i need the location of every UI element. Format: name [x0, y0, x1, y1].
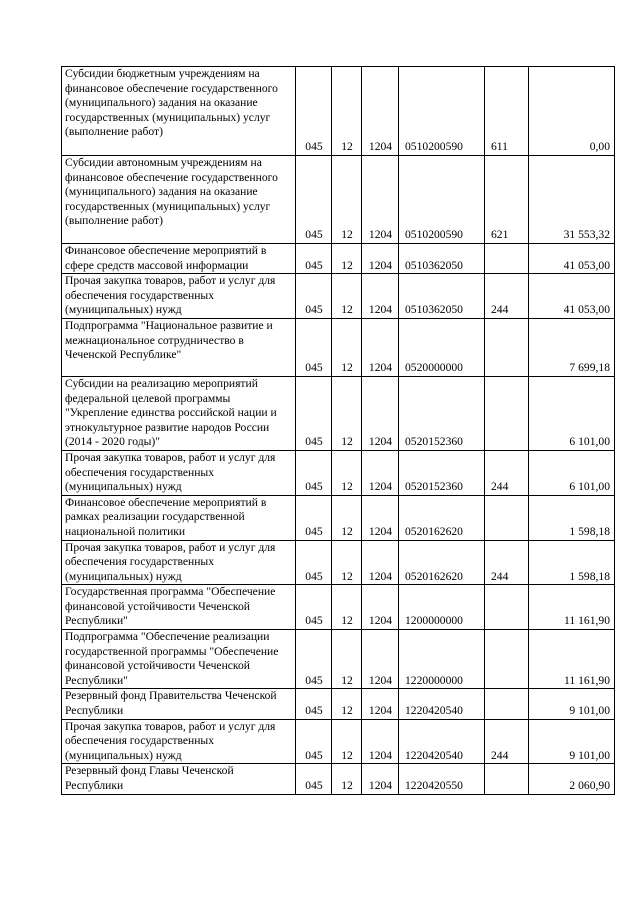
- cell-expense-type: [485, 244, 529, 274]
- cell-expense-type: [485, 376, 529, 450]
- cell-amount: 6 101,00: [529, 376, 615, 450]
- cell-ministry-code: 045: [296, 450, 332, 495]
- table-row: [62, 244, 615, 274]
- cell-section-code: 12: [332, 274, 362, 319]
- cell-target-article: 0520000000: [399, 318, 485, 376]
- cell-expense-type: 244: [485, 450, 529, 495]
- cell-target-article: 1220420540: [399, 689, 485, 719]
- cell-target-article: 0510200590: [399, 156, 485, 244]
- cell-target-article: 1220420550: [399, 764, 485, 794]
- cell-expense-type: 611: [485, 67, 529, 156]
- cell-target-article: 0520152360: [399, 376, 485, 450]
- cell-name: Прочая закупка товаров, работ и услуг для обеспечения государственных (муниципальных) нужд: [62, 719, 296, 764]
- cell-amount: 1 598,18: [529, 540, 615, 585]
- cell-section-code: 12: [332, 630, 362, 689]
- cell-amount: 1 598,18: [529, 495, 615, 540]
- table-row: [62, 540, 615, 585]
- cell-ministry-code: 045: [296, 318, 332, 376]
- cell-expense-type: [485, 585, 529, 630]
- cell-ministry-code: 045: [296, 764, 332, 794]
- cell-name: Государственная программа "Обеспечение финансовой устойчивости Чеченской Республики": [62, 585, 296, 630]
- table-row: [62, 376, 615, 450]
- table-row: [62, 67, 615, 156]
- cell-section-code: 12: [332, 764, 362, 794]
- cell-amount: 9 101,00: [529, 719, 615, 764]
- cell-expense-type: [485, 689, 529, 719]
- cell-target-article: 1200000000: [399, 585, 485, 630]
- cell-subsection-code: 1204: [362, 376, 399, 450]
- cell-target-article: 0520162620: [399, 540, 485, 585]
- cell-name: Финансовое обеспечение мероприятий в рамках реализации государственной национальной политики: [62, 495, 296, 540]
- cell-expense-type: 244: [485, 719, 529, 764]
- cell-section-code: 12: [332, 450, 362, 495]
- cell-name: Субсидии на реализацию мероприятий федеральной целевой программы "Укрепление единства российской нации и этнокультурное развитие народов России (2014 - 2020 годы)": [62, 376, 296, 450]
- table-row: [62, 719, 615, 764]
- cell-name: Субсидии бюджетным учреждениям на финансовое обеспечение государственного (муниципального) задания на оказание государственных (муниципальных) услуг (выполнение работ): [62, 67, 296, 156]
- cell-ministry-code: 045: [296, 495, 332, 540]
- cell-subsection-code: 1204: [362, 540, 399, 585]
- cell-section-code: 12: [332, 318, 362, 376]
- cell-subsection-code: 1204: [362, 630, 399, 689]
- cell-amount: 9 101,00: [529, 689, 615, 719]
- cell-name: Финансовое обеспечение мероприятий в сфере средств массовой информации: [62, 244, 296, 274]
- budget-table-body: [62, 67, 615, 795]
- cell-section-code: 12: [332, 376, 362, 450]
- table-row: [62, 156, 615, 244]
- cell-ministry-code: 045: [296, 156, 332, 244]
- table-row: [62, 689, 615, 719]
- table-row: [62, 318, 615, 376]
- cell-target-article: 0520152360: [399, 450, 485, 495]
- cell-section-code: 12: [332, 156, 362, 244]
- cell-section-code: 12: [332, 585, 362, 630]
- cell-name: Субсидии автономным учреждениям на финансовое обеспечение государственного (муниципального) задания на оказание государственных (муниципальных) услуг (выполнение работ): [62, 156, 296, 244]
- cell-ministry-code: 045: [296, 585, 332, 630]
- cell-amount: 7 699,18: [529, 318, 615, 376]
- cell-target-article: 0510362050: [399, 244, 485, 274]
- cell-ministry-code: 045: [296, 630, 332, 689]
- cell-amount: 11 161,90: [529, 585, 615, 630]
- cell-expense-type: 244: [485, 540, 529, 585]
- cell-name: Резервный фонд Главы Чеченской Республики: [62, 764, 296, 794]
- cell-expense-type: [485, 630, 529, 689]
- cell-name: Подпрограмма "Обеспечение реализации государственной программы "Обеспечение финансовой устойчивости Чеченской Республики": [62, 630, 296, 689]
- cell-target-article: 1220420540: [399, 719, 485, 764]
- cell-target-article: 0510362050: [399, 274, 485, 319]
- table-row: [62, 585, 615, 630]
- table-row: [62, 764, 615, 794]
- cell-subsection-code: 1204: [362, 495, 399, 540]
- cell-expense-type: 244: [485, 274, 529, 319]
- cell-ministry-code: 045: [296, 376, 332, 450]
- cell-ministry-code: 045: [296, 689, 332, 719]
- table-row: [62, 274, 615, 319]
- cell-amount: 0,00: [529, 67, 615, 156]
- table-row: [62, 450, 615, 495]
- cell-subsection-code: 1204: [362, 318, 399, 376]
- cell-name: Прочая закупка товаров, работ и услуг для обеспечения государственных (муниципальных) нужд: [62, 450, 296, 495]
- cell-ministry-code: 045: [296, 67, 332, 156]
- cell-subsection-code: 1204: [362, 689, 399, 719]
- cell-target-article: 0520162620: [399, 495, 485, 540]
- cell-amount: 2 060,90: [529, 764, 615, 794]
- cell-expense-type: [485, 764, 529, 794]
- cell-name: Прочая закупка товаров, работ и услуг для обеспечения государственных (муниципальных) нужд: [62, 274, 296, 319]
- cell-ministry-code: 045: [296, 719, 332, 764]
- cell-section-code: 12: [332, 67, 362, 156]
- cell-amount: 31 553,32: [529, 156, 615, 244]
- cell-subsection-code: 1204: [362, 156, 399, 244]
- cell-section-code: 12: [332, 719, 362, 764]
- cell-expense-type: 621: [485, 156, 529, 244]
- cell-subsection-code: 1204: [362, 67, 399, 156]
- cell-ministry-code: 045: [296, 244, 332, 274]
- budget-table: [61, 66, 615, 795]
- cell-expense-type: [485, 495, 529, 540]
- cell-subsection-code: 1204: [362, 450, 399, 495]
- table-row: [62, 495, 615, 540]
- cell-expense-type: [485, 318, 529, 376]
- cell-target-article: 1220000000: [399, 630, 485, 689]
- cell-target-article: 0510200590: [399, 67, 485, 156]
- cell-subsection-code: 1204: [362, 585, 399, 630]
- cell-amount: 11 161,90: [529, 630, 615, 689]
- cell-name: Прочая закупка товаров, работ и услуг для обеспечения государственных (муниципальных) нужд: [62, 540, 296, 585]
- cell-section-code: 12: [332, 540, 362, 585]
- cell-amount: 41 053,00: [529, 244, 615, 274]
- cell-ministry-code: 045: [296, 540, 332, 585]
- cell-section-code: 12: [332, 244, 362, 274]
- cell-amount: 41 053,00: [529, 274, 615, 319]
- cell-subsection-code: 1204: [362, 274, 399, 319]
- cell-amount: 6 101,00: [529, 450, 615, 495]
- cell-subsection-code: 1204: [362, 244, 399, 274]
- cell-ministry-code: 045: [296, 274, 332, 319]
- cell-subsection-code: 1204: [362, 719, 399, 764]
- cell-section-code: 12: [332, 495, 362, 540]
- cell-section-code: 12: [332, 689, 362, 719]
- cell-subsection-code: 1204: [362, 764, 399, 794]
- table-row: [62, 630, 615, 689]
- cell-name: Резервный фонд Правительства Чеченской Республики: [62, 689, 296, 719]
- cell-name: Подпрограмма "Национальное развитие и межнациональное сотрудничество в Чеченской Республике": [62, 318, 296, 376]
